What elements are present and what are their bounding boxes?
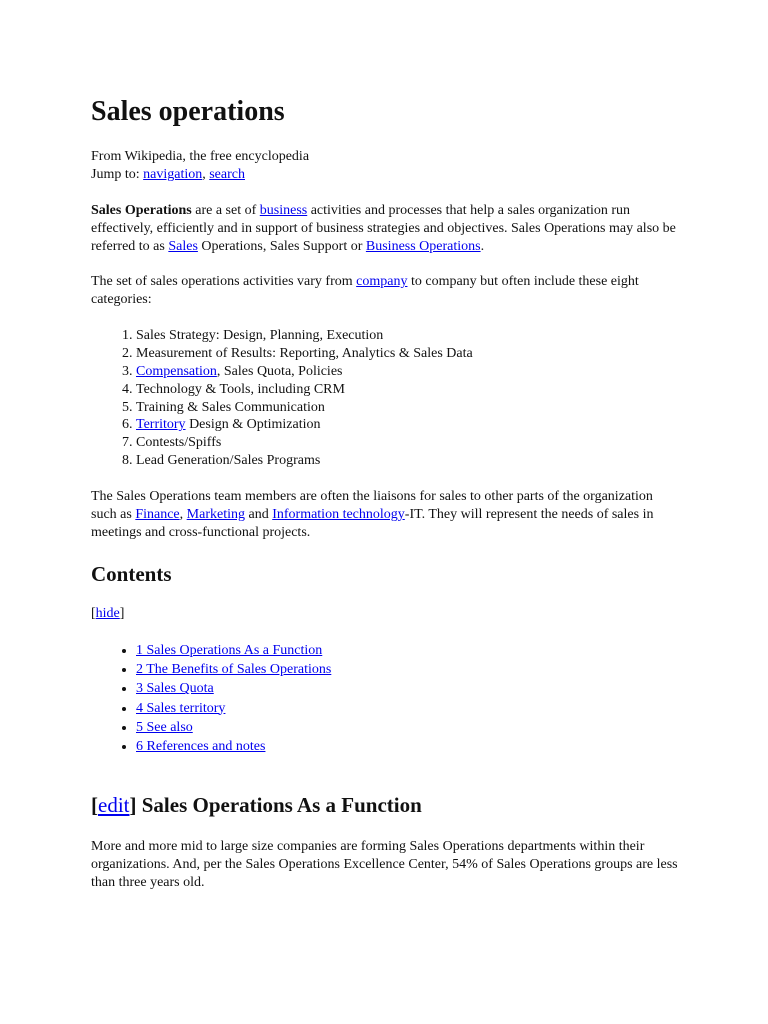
information-technology-link[interactable]: Information technology	[272, 507, 405, 522]
marketing-link[interactable]: Marketing	[186, 507, 245, 522]
contents-heading: Contents	[91, 562, 172, 586]
section-heading-text: Sales Operations As a Function	[136, 793, 422, 817]
intro-text-1: are a set of	[191, 203, 260, 218]
team-paragraph	[91, 488, 681, 542]
jump-to-line	[91, 166, 309, 184]
section-heading-sales-operations-function	[91, 792, 422, 818]
search-link[interactable]: search	[209, 167, 245, 182]
toc-toggle	[91, 605, 124, 623]
toc-item	[136, 738, 331, 757]
team-text-3: and	[244, 507, 273, 522]
intro-text-3: Operations, Sales Support or	[197, 239, 366, 254]
toc-item	[136, 661, 331, 680]
compensation-link[interactable]: Compensation	[136, 363, 217, 379]
territory-link[interactable]: Territory	[136, 417, 186, 433]
intro-term: Sales Operations	[91, 203, 192, 218]
table-of-contents	[91, 642, 331, 757]
business-operations-link[interactable]: Business Operations	[365, 239, 481, 254]
edit-bracket-open: [	[91, 793, 98, 817]
list-item: 5. Training & Sales Communication	[136, 399, 473, 417]
team-text-1: The Sales Operations team members are often the liaisons for sales to other parts of the organization such as	[91, 489, 653, 522]
toc-item	[136, 719, 331, 738]
list-item: 4. Technology & Tools, including CRM	[136, 381, 473, 399]
toc-link-3[interactable]: 3 Sales Quota	[136, 681, 214, 697]
intro-text-2: activities and processes that help a sales organization run effectively, efficiently and in support of business strategies and objectives. Sales Operations may also be referred to as	[91, 203, 676, 254]
business-link[interactable]: business	[259, 203, 308, 218]
toc-link-6[interactable]: 6 References and notes	[136, 738, 266, 754]
edit-link[interactable]: edit	[98, 793, 130, 817]
categories-list	[91, 327, 473, 470]
intro-paragraph	[91, 202, 681, 256]
toc-bracket-open: [	[91, 606, 96, 621]
team-text-4: -IT. They will represent the needs of sales in meetings and cross-functional projects.	[91, 507, 654, 540]
toc-link-2[interactable]: 2 The Benefits of Sales Operations	[136, 662, 332, 678]
list-item	[136, 363, 473, 381]
page-title: Sales operations	[91, 96, 285, 127]
toc-item	[136, 642, 331, 661]
toc-link-1[interactable]: 1 Sales Operations As a Function	[136, 643, 323, 658]
category-3-text: , Sales Quota, Policies	[216, 363, 343, 379]
edit-bracket-close: ]	[129, 793, 137, 817]
navigation-link[interactable]: navigation	[143, 167, 203, 182]
jump-separator: ,	[202, 167, 210, 182]
jump-to-label: Jump to:	[91, 167, 140, 182]
intro-text-4: .	[480, 239, 485, 254]
toc-item	[136, 700, 331, 719]
list-item	[136, 416, 473, 434]
toc-link-5[interactable]: 5 See also	[136, 719, 193, 735]
toc-bracket-close: ]	[119, 606, 125, 621]
toc-link-4[interactable]: 4 Sales territory	[136, 700, 226, 716]
hide-link[interactable]: hide	[95, 606, 120, 621]
category-6-text: Design & Optimization	[185, 417, 321, 433]
list-item: 2. Measurement of Results: Reporting, Analytics & Sales Data	[136, 345, 473, 363]
company-link[interactable]: company	[356, 274, 408, 289]
categories-intro-text-2: to company but often include these eight categories:	[91, 274, 639, 307]
team-text-2: ,	[179, 507, 187, 522]
categories-intro-paragraph	[91, 273, 681, 309]
from-wikipedia-line: From Wikipedia, the free encyclopedia	[91, 149, 310, 164]
list-item: 7. Contests/Spiffs	[136, 434, 473, 452]
section-1-paragraph: More and more mid to large size companies are forming Sales Operations departments within their organizations. And, per the Sales Operations Excellence Center, 54% of Sales Operations groups are less than three years old.	[91, 839, 678, 890]
list-item: 8. Lead Generation/Sales Programs	[136, 452, 473, 470]
finance-link[interactable]: Finance	[135, 507, 180, 522]
sales-link[interactable]: Sales	[168, 239, 198, 254]
toc-item	[136, 680, 331, 699]
article-subheader	[91, 148, 309, 184]
categories-intro-text-1: The set of sales operations activities vary from	[91, 274, 357, 289]
list-item: 1. Sales Strategy: Design, Planning, Execution	[136, 327, 473, 345]
